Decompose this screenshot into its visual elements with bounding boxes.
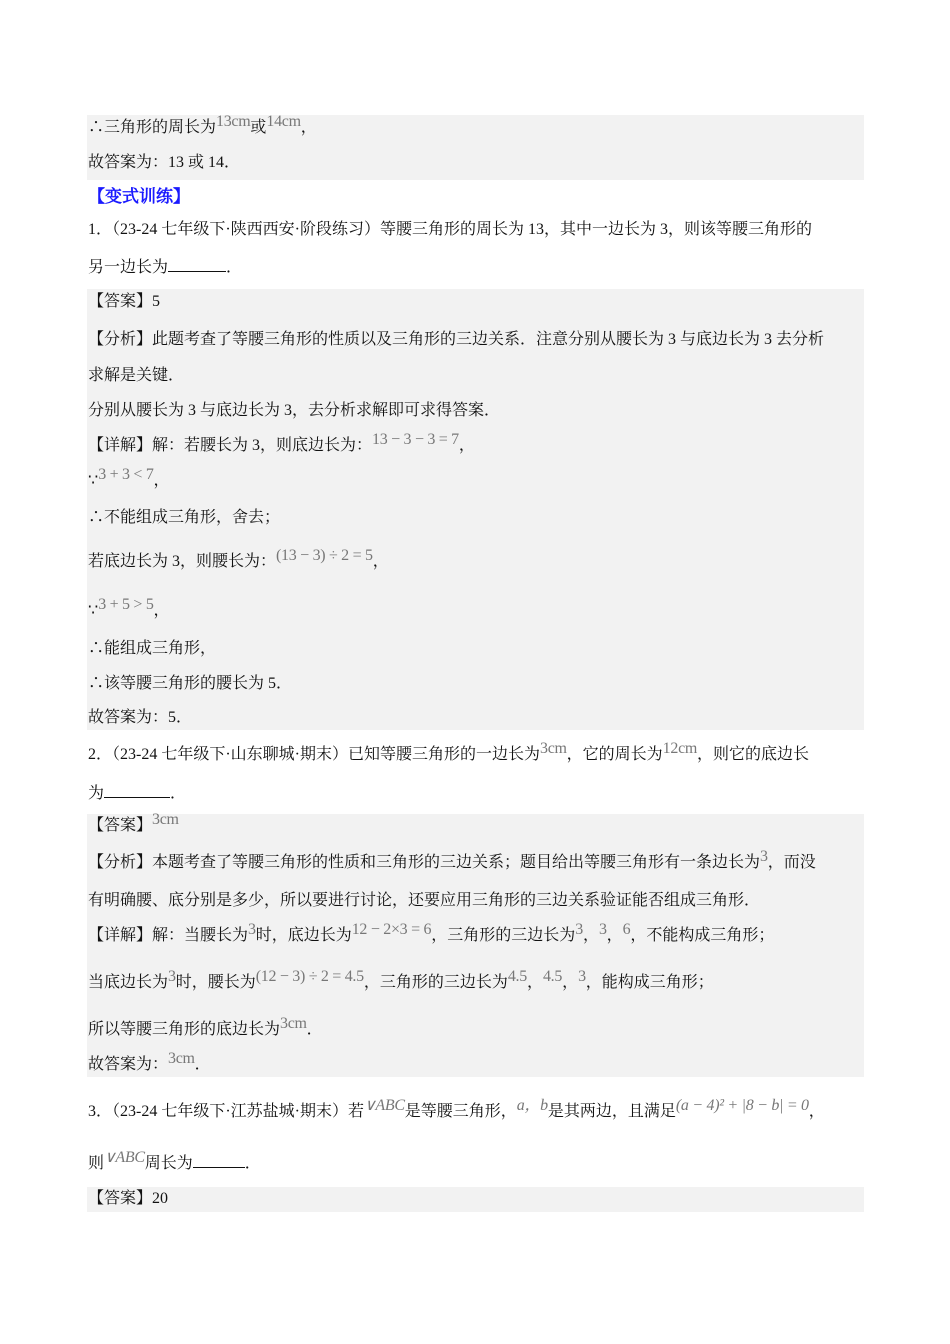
text-line <box>88 1189 168 1209</box>
text: 有明确腰、底分别是多少，所以要进行讨论，还要应用三角形的三边关系验证能否组成三角形． <box>88 892 761 909</box>
text: 【答案】5 <box>88 293 161 310</box>
text: ， <box>562 974 579 991</box>
text: ， <box>808 1103 825 1120</box>
text-line <box>88 708 192 728</box>
text-line <box>88 330 824 350</box>
text-line <box>88 1097 825 1122</box>
math-expression: 4.5 <box>542 968 563 985</box>
text: 是等腰三角形， <box>404 1103 517 1120</box>
math-expression: 12 − 2×3 = 6 <box>351 921 432 938</box>
answer-blank <box>193 1153 245 1168</box>
math-expression: ∨ABC <box>364 1097 405 1114</box>
math-expression: 3 + 5 > 5 <box>98 596 154 613</box>
text: 3．（23-24 七年级下·江苏盐城·期末）若 <box>88 1103 364 1120</box>
text-line <box>88 508 280 528</box>
text: 或 <box>250 119 267 136</box>
text-line <box>88 740 810 765</box>
text-line <box>88 153 240 173</box>
text: 1．（23-24 七年级下·陕西西安·阶段练习）等腰三角形的周长为 13，其中一边长为 3，则该等腰三角形的 <box>88 221 812 238</box>
text: ，三角形的三边长为 <box>363 974 508 991</box>
text: 【分析】此题考查了等腰三角形的性质以及三角形的三边关系．注意分别从腰长为 3 与底边长为 3 去分析 <box>88 331 825 348</box>
text: 【答案】 <box>88 817 153 834</box>
text: ， <box>153 602 170 619</box>
math-expression: 3 <box>578 968 586 985</box>
text: 2．（23-24 七年级下·山东聊城·期末）已知等腰三角形的一边长为 <box>88 746 540 763</box>
text: 分别从腰长为 3 与底边长为 3，去分析求解即可求得答案． <box>88 402 501 419</box>
text: 【变式训练】 <box>88 187 190 206</box>
text: ，它的周长为 <box>566 746 663 763</box>
text: 【详解】解：若腰长为 3，则底边长为： <box>88 437 373 454</box>
math-expression: 3cm <box>280 1015 307 1032</box>
math-expression: 3 <box>575 921 583 938</box>
text: 当底边长为 <box>88 974 169 991</box>
math-expression: 3 + 3 < 7 <box>98 466 154 483</box>
text: 则 <box>88 1155 105 1172</box>
section-heading <box>88 187 190 207</box>
text-line <box>88 639 216 659</box>
text-line <box>88 257 242 277</box>
text: ∴不能组成三角形，舍去； <box>88 509 281 526</box>
text: 求解是关键． <box>88 367 185 384</box>
text: ，三角形的三边长为 <box>431 927 576 944</box>
text: ． <box>306 1021 323 1038</box>
text: ． <box>244 1155 261 1172</box>
math-expression: 3cm <box>168 1050 195 1067</box>
text-line <box>88 366 184 386</box>
text: ，则它的底边长 <box>697 746 810 763</box>
text: ∵ <box>88 602 99 619</box>
math-expression: 3 <box>248 921 256 938</box>
text: ∴能组成三角形， <box>88 640 217 657</box>
text: ∴三角形的周长为 <box>88 119 217 136</box>
text: 另一边长为 <box>88 259 169 276</box>
math-expression: 4.5 <box>507 968 527 985</box>
text-line <box>88 1050 211 1075</box>
text-line <box>88 431 475 456</box>
text: ， <box>526 974 543 991</box>
text-line <box>88 1149 261 1173</box>
text: ． <box>226 259 243 276</box>
text: 【详解】解：当腰长为 <box>88 927 249 944</box>
math-expression: 13cm <box>216 113 251 130</box>
text: 周长为 <box>144 1155 193 1172</box>
text-line <box>88 401 500 421</box>
text: 时，腰长为 <box>175 974 256 991</box>
text: ，不能构成三角形； <box>630 927 775 944</box>
text-line <box>88 811 179 836</box>
text-line <box>88 891 760 911</box>
text: 故答案为：5． <box>88 709 193 726</box>
text: 【分析】本题考查了等腰三角形的性质和三角形的三边关系；题目给出等腰三角形有一条边长为 <box>88 854 761 871</box>
text-line <box>88 783 186 803</box>
math-expression: (13 − 3) ÷ 2 = 5 <box>276 547 373 564</box>
math-expression: 6 <box>622 921 631 938</box>
answer-blank <box>168 257 226 272</box>
math-expression: 3 <box>168 968 176 985</box>
text: 是其两边，且满足 <box>547 1103 676 1120</box>
answer-blank <box>104 783 170 798</box>
math-expression: 14cm <box>266 113 301 130</box>
math-expression: (12 − 3) ÷ 2 = 4.5 <box>255 968 364 985</box>
text: ， <box>606 927 623 944</box>
text: ， <box>372 553 389 570</box>
text-line <box>88 848 816 873</box>
text: ，能构成三角形； <box>585 974 714 991</box>
text-line <box>88 596 170 621</box>
text: ，而没 <box>767 854 816 871</box>
text: 若底边长为 3，则腰长为： <box>88 553 277 570</box>
text: ． <box>170 785 187 802</box>
text: ， <box>458 437 475 454</box>
math-expression: (a − 4)² + |8 − b| = 0 <box>675 1097 809 1114</box>
math-expression: 3 <box>760 848 768 865</box>
text-line <box>88 292 160 312</box>
math-expression: 12cm <box>662 740 698 757</box>
math-expression: 13 − 3 − 3 = 7 <box>372 431 459 448</box>
math-expression: a，b <box>516 1097 548 1114</box>
text: ， <box>153 472 170 489</box>
text: 所以等腰三角形的底边长为 <box>88 1021 281 1038</box>
math-expression: ∨ABC <box>104 1149 145 1166</box>
text: ． <box>194 1056 211 1073</box>
text: 为 <box>88 785 105 802</box>
text: 时，底边长为 <box>255 927 352 944</box>
math-expression: 3 <box>598 921 607 938</box>
text-line <box>88 921 775 946</box>
text: ， <box>582 927 599 944</box>
text-line <box>88 674 292 694</box>
text-line <box>88 1015 323 1040</box>
text-line <box>88 113 317 138</box>
text: 故答案为： <box>88 1056 169 1073</box>
text: ， <box>300 119 317 136</box>
text-line <box>88 968 714 993</box>
text-line <box>88 466 170 491</box>
solution-box-4 <box>87 1187 864 1212</box>
text: 故答案为：13 或 14． <box>88 154 241 171</box>
math-expression: 3cm <box>152 811 179 828</box>
text: 【答案】20 <box>88 1190 169 1207</box>
text-line <box>88 547 389 572</box>
text: ∵ <box>88 472 99 489</box>
text: ∴该等腰三角形的腰长为 5． <box>88 675 293 692</box>
text-line <box>88 220 812 240</box>
math-expression: 3cm <box>540 740 567 757</box>
